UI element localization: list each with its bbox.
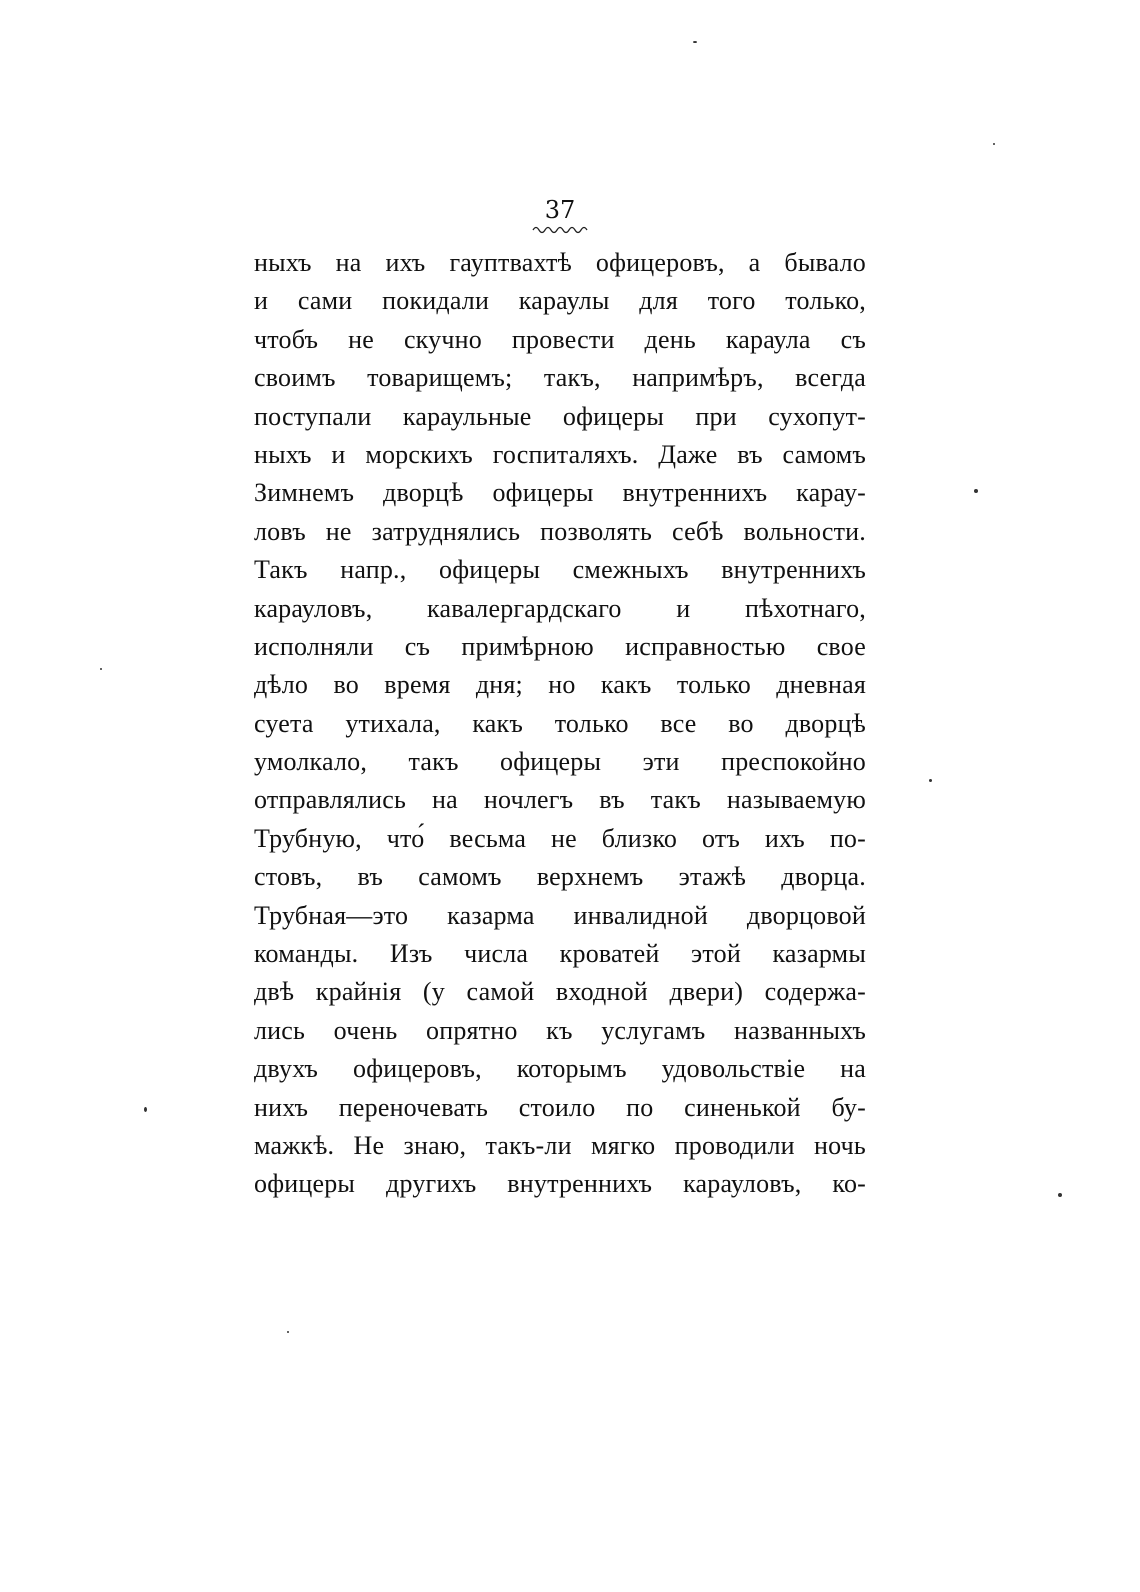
body-text: [254, 244, 866, 1204]
scan-speck: [100, 668, 102, 670]
text-line: Трубную, что́ весьма не близко отъ ихъ по-: [254, 823, 866, 853]
scan-speck: [144, 1107, 147, 1112]
text-line: суета утихала, какъ только все во дворцѣ: [254, 708, 866, 738]
text-line: Зимнемъ дворцѣ офицеры внутреннихъ карау-: [254, 478, 866, 508]
scan-speck: [993, 143, 995, 145]
scan-speck: [929, 779, 932, 782]
text-line: чтобъ не скучно провести день караула съ: [254, 324, 866, 354]
page-number: 37: [544, 196, 576, 224]
text-line: исполняли съ примѣрною исправностью свое: [254, 631, 866, 661]
text-line: умолкало, такъ офицеры эти преспокойно: [254, 747, 866, 777]
scan-speck: [693, 41, 697, 43]
scan-speck: [287, 1331, 289, 1333]
text-line: двѣ крайнія (у самой входной двери) содержа-: [254, 977, 866, 1007]
text-line: ныхъ на ихъ гауптвахтѣ офицеровъ, а бывало: [254, 248, 866, 277]
text-line: стовъ, въ самомъ верхнемъ этажѣ дворца.: [254, 862, 866, 892]
text-line: и сами покидали караулы для того только,: [254, 286, 866, 316]
text-line: дѣло во время дня; но какъ только дневная: [254, 670, 866, 700]
text-line: Трубная—это казарма инвалидной дворцовой: [254, 900, 866, 930]
text-line: лись очень опрятно къ услугамъ названныхъ: [254, 1015, 866, 1045]
text-line: своимъ товарищемъ; такъ, напримѣръ, всегда: [254, 363, 866, 393]
text-line: двухъ офицеровъ, которымъ удовольствіе на: [254, 1054, 866, 1084]
text-line: поступали караульные офицеры при сухопут-: [254, 401, 866, 431]
text-line: команды. Изъ числа кроватей этой казармы: [254, 939, 866, 969]
text-line: отправлялись на ночлегъ въ такъ называемую: [254, 785, 866, 815]
text-line: Такъ напр., офицеры смежныхъ внутреннихъ: [254, 555, 866, 585]
scan-speck: [974, 489, 978, 493]
text-line: ныхъ и морскихъ госпиталяхъ. Даже въ самомъ: [254, 439, 866, 469]
text-line: офицеры другихъ внутреннихъ карауловъ, ко-: [254, 1169, 866, 1199]
text-line: нихъ переночевать стоило по синенькой бу-: [254, 1092, 866, 1122]
text-line: карауловъ, кавалергардскаго и пѣхотнаго,: [254, 593, 866, 623]
scan-speck: [1058, 1193, 1062, 1197]
text-line: мажкѣ. Не знаю, такъ-ли мягко проводили ночь: [254, 1130, 866, 1160]
text-line: ловъ не затруднялись позволять себѣ вольности.: [254, 516, 866, 546]
wavy-ornament: [531, 224, 589, 234]
